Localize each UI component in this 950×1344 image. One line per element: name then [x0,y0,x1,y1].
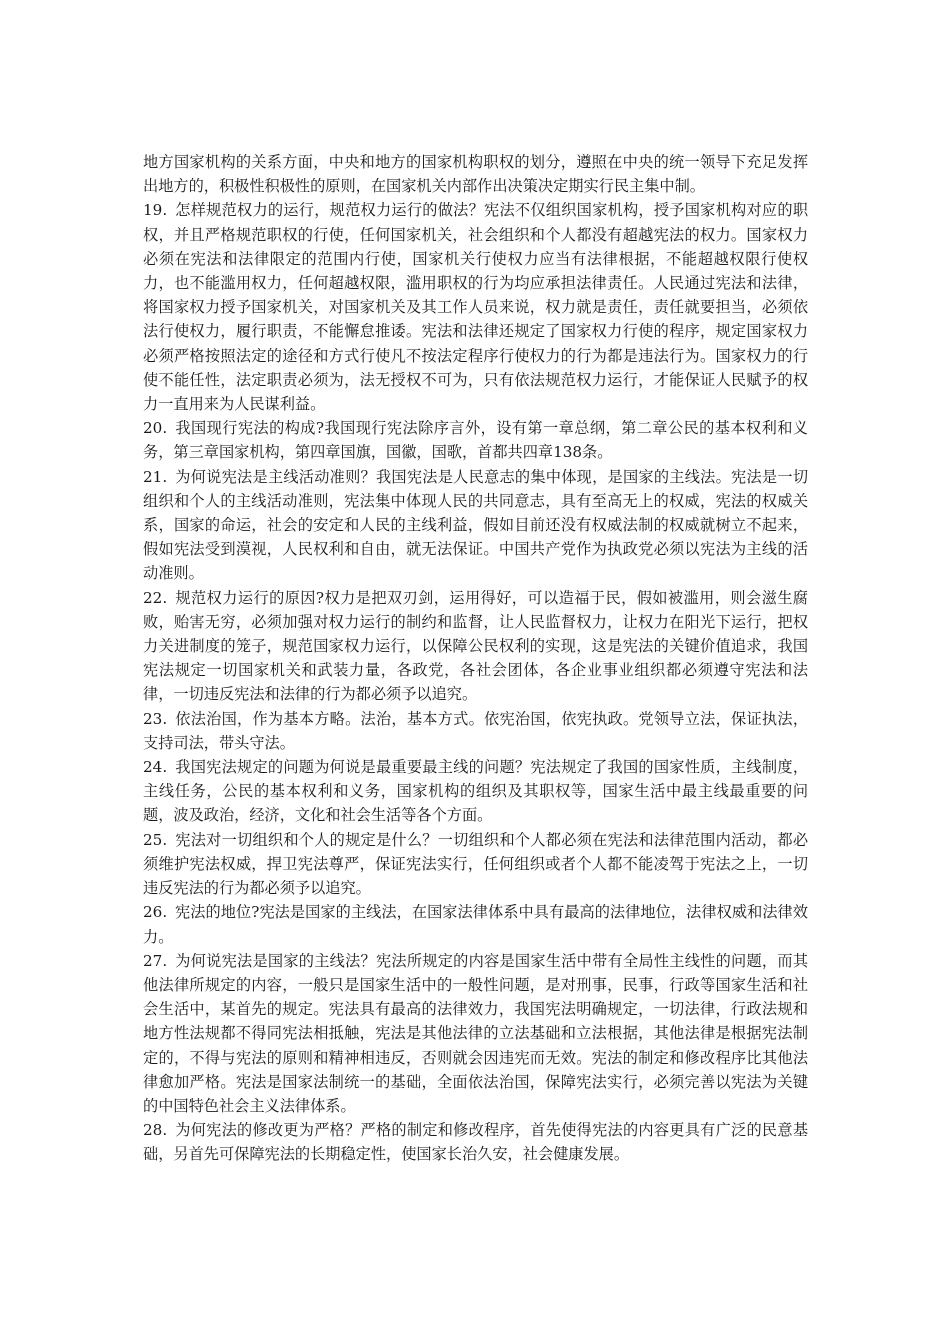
paragraph-24 [143,755,808,828]
paragraph-21 [143,465,808,586]
paragraph-text: 为何说宪法是主线活动准则？我国宪法是人民意志的集中体现，是国家的主线法。宪法是一切组织和个人的主线活动准则，宪法集中体现人民的共同意志，具有至高无上的权威，宪法的权威关系，国家的命运，社会的安定和人民的主线利益，假如目前还没有权威法制的权威就树立不起来，假如宪法受到漠视，人民权利和自由，就无法保证。中国共产党作为执政党必须以宪法为主线的活动准则。 [143,467,808,583]
paragraph-19 [143,198,808,416]
item-number: 20. [143,419,168,438]
paragraph-text: 宪法对一切组织和个人的规定是什么？一切组织和个人都必须在宪法和法律范围内活动，都必须维护宪法权威，捍卫宪法尊严，保证宪法实行，任何组织或者个人都不能凌驾于宪法之上，一切违反宪法的行为都必须予以追究。 [143,830,808,898]
paragraph-continuation [143,150,808,198]
item-number: 21. [143,467,168,486]
paragraph-27 [143,949,808,1118]
paragraph-text: 为何说宪法是国家的主线法？宪法所规定的内容是国家生活中带有全局性主线性的问题，而其他法律所规定的内容，一般只是国家生活中的一般性问题，是对刑事，民事，行政等国家生活和社会生活中，某首先的规定。宪法具有最高的法律效力，我国宪法明确规定，一切法律，行政法规和地方性法规都不得同宪法相抵触，宪法是其他法律的立法基础和立法根据，其他法律是根据宪法制定的，不得与宪法的原则和精神相违反，否则就会因违宪而无效。宪法的制定和修改程序比其他法律愈加严格。宪法是国家法制统一的基础，全面依法治国，保障宪法实行，必须完善以宪法为关键的中国特色社会主义法律体系。 [143,951,808,1115]
item-number: 26. [143,903,168,922]
paragraph-22 [143,586,808,707]
paragraph-20 [143,416,808,464]
paragraph-text: 依法治国，作为基本方略。法治，基本方式。依宪治国，依宪执政。党领导立法，保证执法，支持司法，带头守法。 [143,709,808,752]
item-number: 28. [143,1121,168,1140]
item-number: 19. [143,201,168,220]
paragraph-text: 地方国家机构的关系方面，中央和地方的国家机构职权的划分，遵照在中央的统一领导下充足发挥出地方的，积极性积极性的原则，在国家机关内部作出决策决定期实行民主集中制。 [143,153,808,196]
paragraph-text: 宪法的地位?宪法是国家的主线法，在国家法律体系中具有最高的法律地位，法律权威和法律效力。 [143,903,808,946]
paragraph-28 [143,1118,808,1166]
item-number: 25. [143,830,168,849]
item-number: 22. [143,588,168,607]
document-body [143,150,808,1167]
paragraph-26 [143,900,808,948]
item-number: 23. [143,709,168,728]
item-number: 27. [143,951,168,970]
paragraph-25 [143,828,808,901]
item-number: 24. [143,758,168,777]
paragraph-text: 我国宪法规定的问题为何说是最重要最主线的问题？宪法规定了我国的国家性质，主线制度，主线任务，公民的基本权利和义务，国家机构的组织及其职权等，国家生活中最主线最重要的问题，波及政治，经济，文化和社会生活等各个方面。 [143,758,808,825]
paragraph-text: 我国现行宪法的构成?我国现行宪法除序言外，设有第一章总纲，第二章公民的基本权利和义务，第三章国家机构，第四章国旗，国徽，国歌，首都共四章138条。 [143,419,808,462]
paragraph-text: 为何宪法的修改更为严格？严格的制定和修改程序，首先使得宪法的内容更具有广泛的民意基础，另首先可保障宪法的长期稳定性，使国家长治久安，社会健康发展。 [143,1121,808,1164]
paragraph-23 [143,707,808,755]
paragraph-text: 怎样规范权力的运行，规范权力运行的做法？宪法不仅组织国家机构，授予国家机构对应的职权，并且严格规范职权的行使，任何国家机关，社会组织和个人都没有超越宪法的权力。国家权力必须在宪法和法律限定的范围内行使，国家机关行使权力应当有法律根据，不能超越权限行使权力，也不能滥用权力，任何超越权限，滥用职权的行为均应承担法律责任。人民通过宪法和法律，将国家权力授予国家机关，对国家机关及其工作人员来说，权力就是责任，责任就要担当，必须依法行使权力，履行职责，不能懈怠推诿。宪法和法律还规定了国家权力行使的程序，规定国家权力必须严格按照法定的途径和方式行使凡不按法定程序行使权力的行为都是违法行为。国家权力的行使不能任性，法定职责必须为，法无授权不可为，只有依法规范权力运行，才能保证人民赋予的权力一直用来为人民谋利益。 [143,201,808,414]
paragraph-text: 规范权力运行的原因?权力是把双刃剑，运用得好，可以造福于民，假如被滥用，则会滋生腐败，贻害无穷，必须加强对权力运行的制约和监督，让人民监督权力，让权力在阳光下运行，把权力关进制度的笼子，规范国家权力运行，以保障公民权利的实现，这是宪法的关键价值追求，我国宪法规定一切国家机关和武装力量，各政党，各社会团体，各企业事业组织都必须遵守宪法和法律，一切违反宪法和法律的行为都必须予以追究。 [143,588,808,704]
